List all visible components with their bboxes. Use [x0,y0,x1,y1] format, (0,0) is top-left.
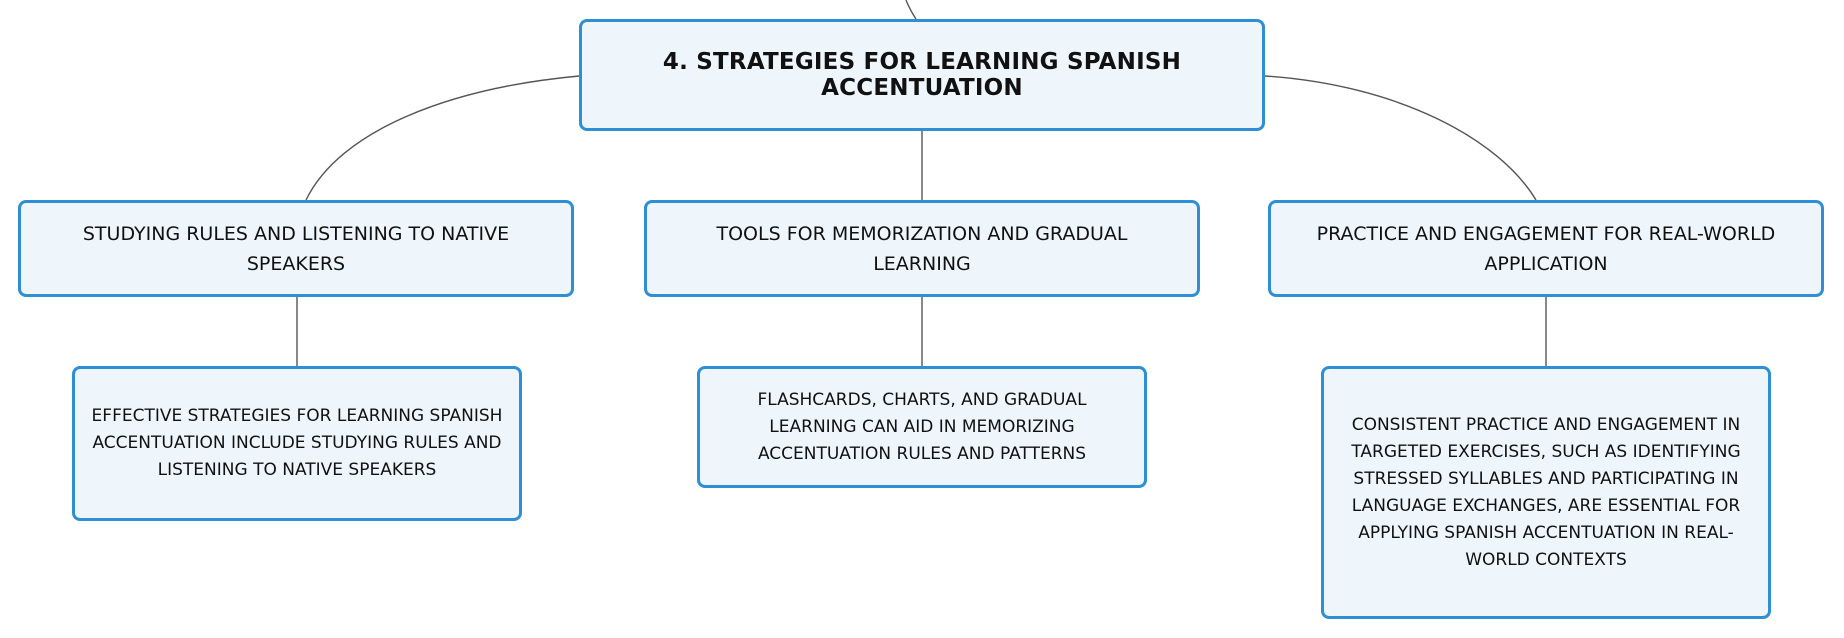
detail-text: FLASHCARDS, CHARTS, AND GRADUAL LEARNING CAN AID IN MEMORIZING ACCENTUATION RULES AND PATTERNS [757,389,1087,464]
root-topic-node[interactable] [579,19,1265,131]
subtopic-label: STUDYING RULES AND LISTENING TO NATIVE SPEAKERS [82,222,510,275]
connector-root-branch-3 [1265,76,1536,200]
subtopic-label: TOOLS FOR MEMORIZATION AND GRADUAL LEARNING [716,222,1128,275]
connector-root-branch-1 [306,76,579,200]
connector-parent-root [906,0,916,19]
subtopic-label: PRACTICE AND ENGAGEMENT FOR REAL-WORLD APPLICATION [1316,222,1776,275]
subtopic-node-practice-engagement[interactable] [1268,200,1824,297]
detail-text: CONSISTENT PRACTICE AND ENGAGEMENT IN TARGETED EXERCISES, SUCH AS IDENTIFYING STRESSED SYLLABLES AND PARTICIPATING IN LANGUAGE EXCHANGES, ARE ESSENTIAL FOR APPLYING SPANISH ACCENTUATION IN REAL-WORLD CONTEXTS [1351,414,1741,570]
detail-node-memorization-tools[interactable] [697,366,1147,488]
detail-text: EFFECTIVE STRATEGIES FOR LEARNING SPANISH ACCENTUATION INCLUDE STUDYING RULES AND LISTENING TO NATIVE SPEAKERS [91,406,503,480]
subtopic-node-rules-listening[interactable] [18,200,574,297]
detail-node-rules-listening[interactable] [72,366,522,521]
detail-node-practice-engagement[interactable] [1321,366,1771,619]
subtopic-node-memorization-tools[interactable] [644,200,1200,297]
root-topic-label: 4. STRATEGIES FOR LEARNING SPANISH ACCENTUATION [662,49,1182,101]
